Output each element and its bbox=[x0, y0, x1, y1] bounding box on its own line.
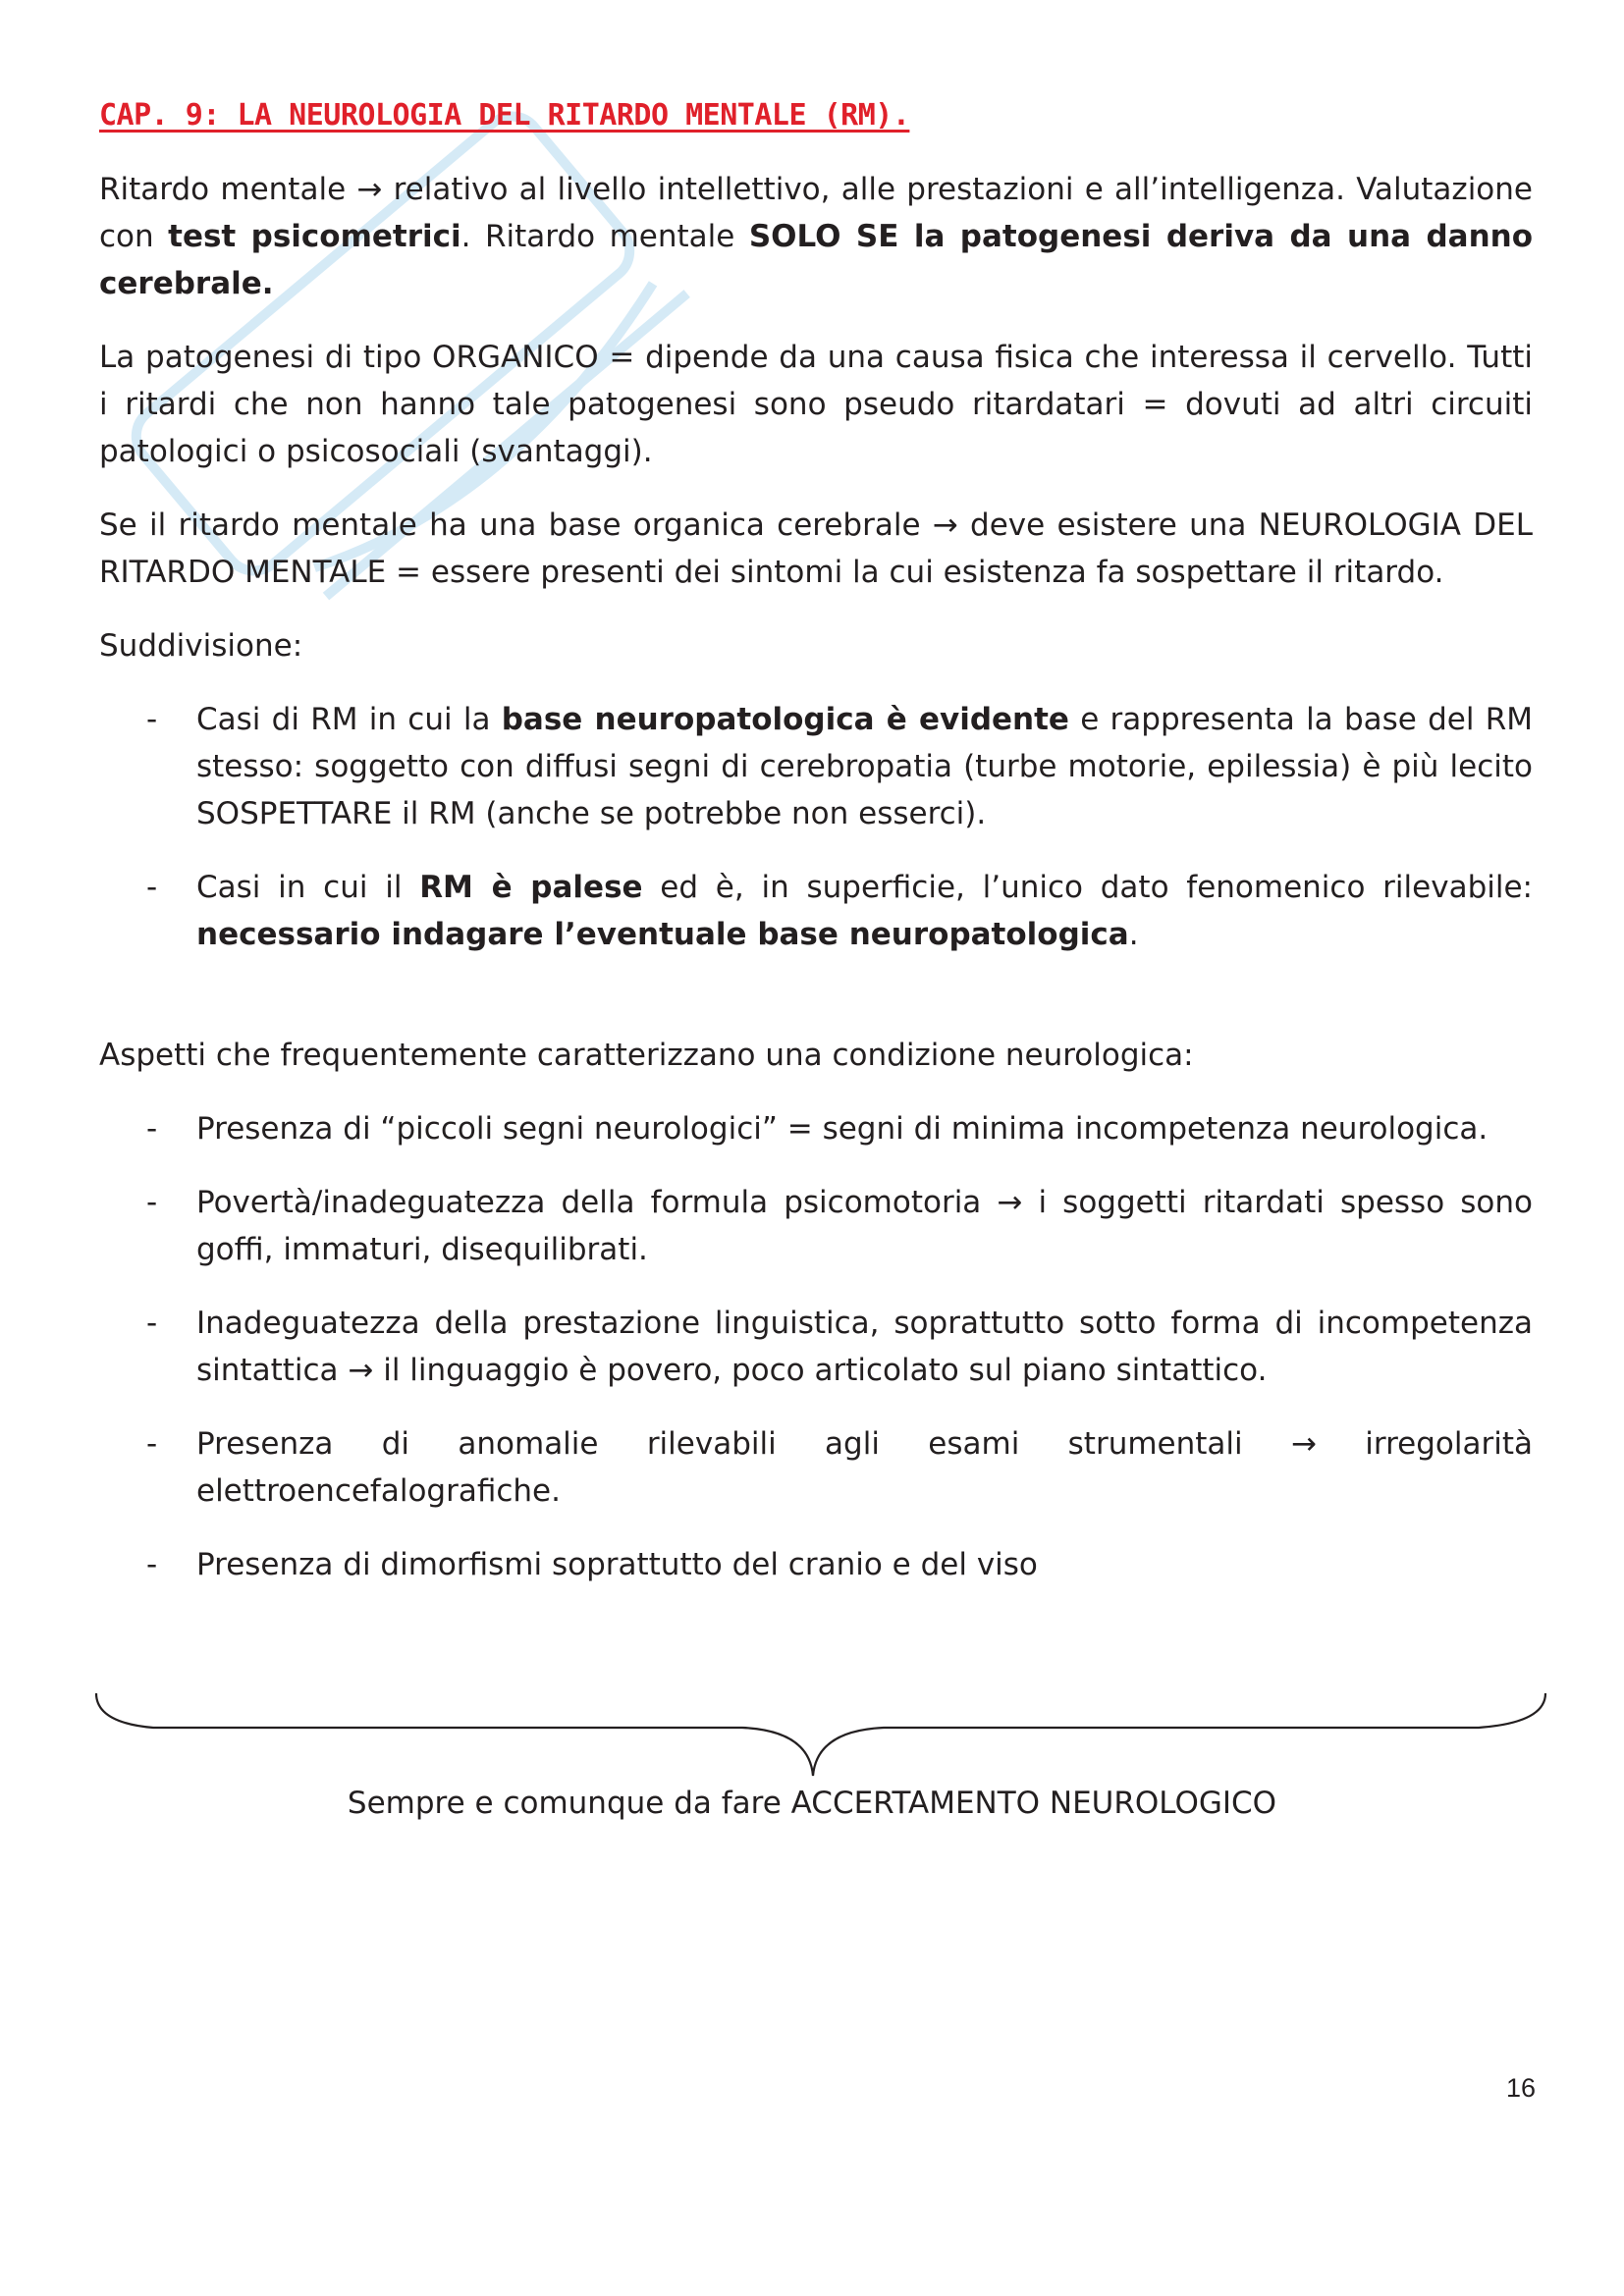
text-run: Casi in cui il bbox=[196, 870, 420, 905]
text-run: Povertà/inadeguatezza della formula psicomotoria → i soggetti ritardati spesso sono goffi, immaturi, disequilibrati. bbox=[196, 1185, 1533, 1267]
text-run: e rappresenta la base del RM stesso: soggetto con diffusi segni di cerebropatia (turbe motorie, epilessia) è più lecito SOSPETTARE il RM (anche se potrebbe non esserci). bbox=[196, 702, 1534, 831]
dash-bullet: - bbox=[146, 1111, 158, 1147]
list-item bbox=[99, 1420, 1533, 1515]
section-spacer bbox=[99, 985, 1533, 1032]
text-run: ed è, in superficie, l’unico dato fenomenico rilevabile: bbox=[642, 870, 1533, 905]
dash-bullet: - bbox=[146, 702, 158, 737]
bold-text: necessario indagare l’eventuale base neuropatologica bbox=[196, 917, 1129, 952]
dash-bullet: - bbox=[146, 1306, 158, 1341]
text-run: . Ritardo mentale bbox=[460, 219, 749, 254]
aspects-heading: Aspetti che frequentemente caratterizzano una condizione neurologica: bbox=[99, 1038, 1194, 1073]
dash-bullet: - bbox=[146, 1185, 158, 1220]
list-item bbox=[99, 696, 1533, 837]
text-run: Ritardo mentale → relativo al livello intellettivo, alle prestazioni e all’intelligenza. Valutazione con bbox=[99, 172, 1533, 254]
list-item bbox=[99, 1179, 1533, 1273]
bold-text: SOLO SE la patogenesi deriva da una danno cerebrale. bbox=[99, 219, 1534, 301]
dash-bullet: - bbox=[146, 1547, 158, 1582]
page-content bbox=[99, 98, 1533, 1615]
text-run: Se il ritardo mentale ha una base organica cerebrale → deve esistere una NEUROLOGIA DEL RITARDO MENTALE = essere presenti dei sintomi la cui esistenza fa sospettare il ritardo. bbox=[99, 507, 1533, 590]
text-run: Presenza di “piccoli segni neurologici” = segni di minima incompetenza neurologica. bbox=[196, 1111, 1489, 1147]
intro-paragraph bbox=[99, 622, 1533, 669]
intro-paragraph bbox=[99, 502, 1533, 596]
bold-text: test psicometrici bbox=[168, 219, 461, 254]
chapter-title: CAP. 9: LA NEUROLOGIA DEL RITARDO MENTALE (RM). bbox=[99, 98, 910, 133]
list-item bbox=[99, 1300, 1533, 1394]
list-item bbox=[99, 864, 1533, 958]
text-run: . bbox=[1128, 917, 1139, 952]
aspects-list bbox=[99, 1105, 1533, 1588]
curly-brace bbox=[94, 1674, 1547, 1782]
text-run: Suddivisione: bbox=[99, 628, 303, 664]
text-run: Presenza di anomalie rilevabili agli esami strumentali → irregolarità elettroencefalografiche. bbox=[196, 1426, 1533, 1509]
subdivision-list bbox=[99, 696, 1533, 958]
intro-section bbox=[99, 166, 1533, 669]
text-run: La patogenesi di tipo ORGANICO = dipende da una causa fisica che interessa il cervello. Tutti i ritardi che non hanno tale patogenesi sono pseudo ritardatari = dovuti ad altri circuiti patologici o psicosociali (svantaggi). bbox=[99, 340, 1533, 469]
list-item bbox=[99, 1105, 1533, 1152]
intro-paragraph bbox=[99, 334, 1533, 475]
intro-paragraph bbox=[99, 166, 1533, 307]
conclusion-text: Sempre e comunque da fare ACCERTAMENTO NEUROLOGICO bbox=[347, 1786, 1277, 1821]
text-run: Inadeguatezza della prestazione linguistica, soprattutto sotto forma di incompetenza sintattica → il linguaggio è povero, poco articolato sul piano sintattico. bbox=[196, 1306, 1533, 1388]
bold-text: RM è palese bbox=[419, 870, 643, 905]
text-run: Casi di RM in cui la bbox=[196, 702, 502, 737]
dash-bullet: - bbox=[146, 1426, 158, 1462]
page-number: 16 bbox=[1505, 2073, 1536, 2103]
bold-text: base neuropatologica è evidente bbox=[501, 702, 1069, 737]
list-item bbox=[99, 1541, 1533, 1588]
dash-bullet: - bbox=[146, 870, 158, 905]
text-run: Presenza di dimorfismi soprattutto del cranio e del viso bbox=[196, 1547, 1038, 1582]
